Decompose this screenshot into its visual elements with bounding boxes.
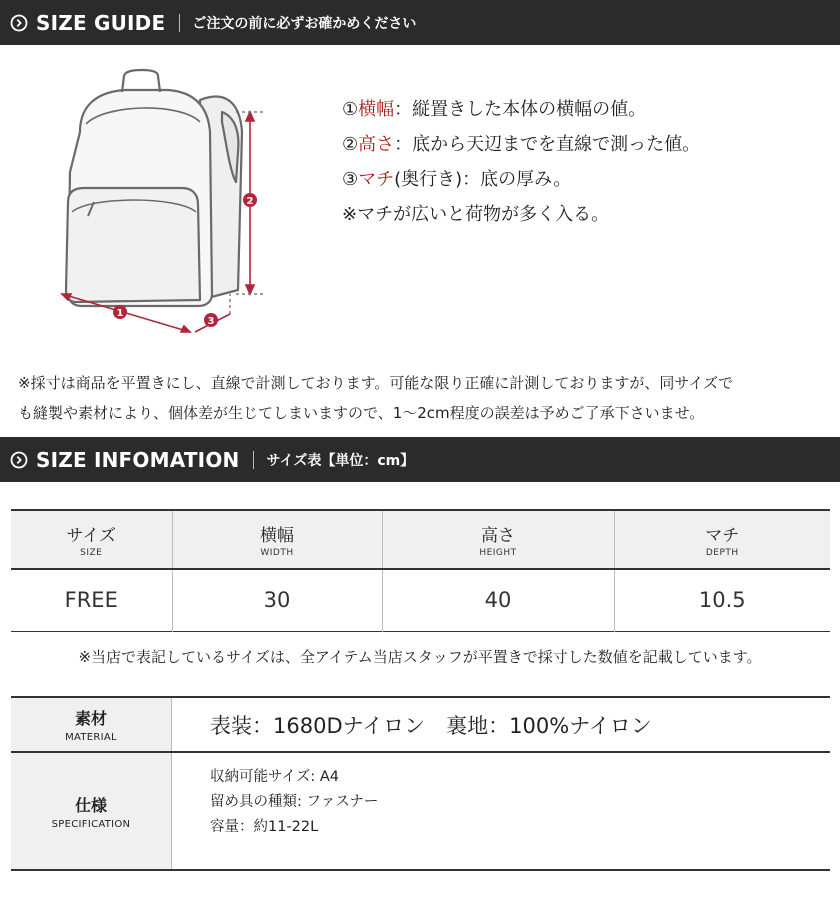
backpack-diagram [50, 62, 280, 342]
legend-item-depth: ③マチ(奥行き)：底の厚み。 [342, 169, 572, 190]
spec-line: 収納可能サイズ: A4 [210, 769, 339, 785]
header-size: サイズ SIZE [66, 526, 117, 558]
label-3: 3 [207, 316, 215, 327]
header-height: 高さ HEIGHT [382, 510, 614, 569]
table-note: ※当店で表記しているサイズは、全アイテム当店スタッフが平置きで採寸した数値を記載しています。 [78, 648, 762, 666]
measurement-note [18, 368, 833, 428]
header-divider [253, 451, 254, 469]
material-row [11, 697, 830, 752]
size-info-header [0, 437, 840, 482]
spec-line: 留め具の種類: ファスナー [210, 794, 379, 810]
measurement-legend [342, 92, 700, 232]
size-table-header [11, 510, 830, 569]
measurement-note-line-1: ※採寸は商品を平置きにし、直線で計測しております。可能な限り正確に計測しておりますが、同サイズで [18, 374, 734, 392]
size-guide-title: SIZE GUIDE [36, 10, 166, 35]
material-value: 表装：1680Dナイロン 裏地：100%ナイロン [210, 713, 652, 738]
spec-line: 容量：約11-22L [210, 819, 319, 835]
size-table [11, 509, 830, 632]
spec-values [172, 752, 831, 870]
legend-note: ※マチが広いと荷物が多く入る。 [342, 204, 610, 225]
chevron-circle-icon [10, 451, 28, 469]
spec-table [11, 696, 830, 871]
spec-row [11, 752, 830, 870]
size-guide-header [0, 0, 840, 45]
size-info-title: SIZE INFOMATION [36, 447, 240, 472]
cell-width: 30 [172, 569, 382, 631]
material-label: 素材 MATERIAL [11, 697, 172, 752]
measurement-note-line-2: も縫製や素材により、個体差が生じてしまいますので、1〜2cm程度の誤差は予めご了承下さいませ。 [18, 404, 705, 422]
size-info-subtitle: サイズ表【単位：cm】 [266, 452, 415, 469]
table-row [11, 569, 830, 631]
spec-label: 仕様 SPECIFICATION [11, 752, 172, 870]
header-divider [179, 14, 180, 32]
legend-item-width: ①横幅：縦置きした本体の横幅の値。 [342, 99, 647, 120]
cell-size: FREE [64, 588, 118, 613]
label-1: 1 [116, 308, 124, 319]
cell-depth: 10.5 [614, 569, 830, 631]
label-2: 2 [246, 196, 254, 207]
header-depth: マチ DEPTH [614, 510, 830, 569]
legend-item-height: ②高さ：底から天辺までを直線で測った値。 [342, 134, 701, 155]
chevron-circle-icon [10, 14, 28, 32]
cell-height: 40 [382, 569, 614, 631]
size-guide-subtitle: ご注文の前に必ずお確かめください [192, 15, 417, 32]
header-width: 横幅 WIDTH [172, 510, 382, 569]
